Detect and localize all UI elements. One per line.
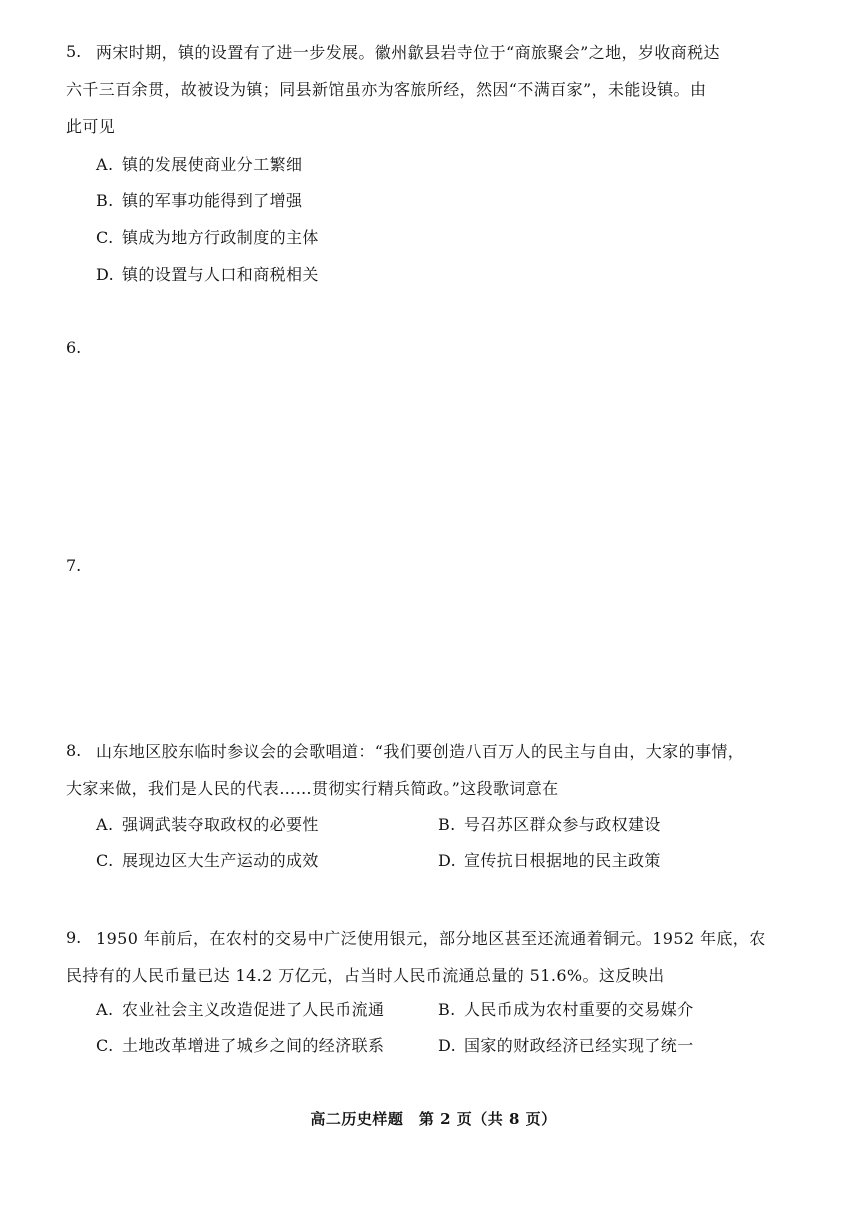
option-b[interactable]: [96, 190, 302, 212]
option-text: 宣传抗日根据地的民主政策: [464, 851, 661, 870]
option-label: B.: [438, 1000, 456, 1019]
option-label: D.: [438, 851, 457, 870]
option-a[interactable]: [96, 814, 319, 836]
stem-line: 两宋时期，镇的设置有了进一步发展。徽州歙县岩寺位于“商旅聚会”之地，岁收商税达: [96, 43, 720, 62]
option-text: 土地改革增进了城乡之间的经济联系: [122, 1036, 385, 1055]
question-number: 9.: [66, 928, 82, 947]
option-label: C.: [96, 851, 114, 870]
option-text: 镇成为地方行政制度的主体: [122, 228, 319, 247]
option-label: B.: [96, 191, 114, 210]
stem-line: 民持有的人民币量已达 14.2 万亿元，占当时人民币流通总量的 51.6%。这反映出: [66, 966, 665, 985]
question-number: 7.: [66, 556, 82, 575]
option-text: 展现边区大生产运动的成效: [122, 851, 319, 870]
option-label: C.: [96, 228, 114, 247]
option-text: 国家的财政经济已经实现了统一: [464, 1036, 694, 1055]
option-label: A.: [96, 1000, 114, 1019]
option-label: B.: [438, 815, 456, 834]
option-text: 人民币成为农村重要的交易媒介: [464, 1000, 694, 1019]
question-9: [66, 928, 796, 994]
option-c[interactable]: [96, 850, 319, 872]
option-a[interactable]: [96, 154, 302, 176]
question-stem: [66, 34, 796, 145]
question-8: [66, 741, 796, 807]
stem-line: 此可见: [66, 117, 116, 136]
option-b[interactable]: [438, 814, 661, 836]
option-label: D.: [96, 265, 115, 284]
question-number: 8.: [66, 741, 82, 760]
option-d[interactable]: [96, 264, 319, 286]
option-text: 号召苏区群众参与政权建设: [464, 815, 661, 834]
question-number: 6.: [66, 338, 82, 357]
option-d[interactable]: [438, 1035, 694, 1057]
question-number: 5.: [66, 42, 82, 61]
option-text: 强调武装夺取政权的必要性: [122, 815, 319, 834]
option-label: C.: [96, 1036, 114, 1055]
option-text: 农业社会主义改造促进了人民币流通: [122, 1000, 385, 1019]
question-stem: [66, 920, 796, 994]
option-label: A.: [96, 815, 114, 834]
option-label: A.: [96, 155, 114, 174]
option-text: 镇的设置与人口和商税相关: [122, 265, 319, 284]
option-d[interactable]: [438, 850, 661, 872]
option-b[interactable]: [438, 999, 694, 1021]
option-c[interactable]: [96, 227, 319, 249]
option-label: D.: [438, 1036, 457, 1055]
stem-line: 山东地区胶东临时参议会的会歌唱道：“我们要创造八百万人的民主与自由，大家的事情，: [96, 742, 745, 761]
stem-line: 1950 年前后，在农村的交易中广泛使用银元，部分地区甚至还流通着铜元。1952 年底，农: [96, 929, 766, 948]
page-footer: 高二历史样题 第 2 页（共 8 页）: [310, 1110, 557, 1128]
question-stem: [66, 733, 796, 807]
question-5: [66, 42, 796, 145]
option-text: 镇的发展使商业分工繁细: [122, 155, 303, 174]
stem-line: 六千三百余贯，故被设为镇；同县新馆虽亦为客旅所经，然因“不满百家”，未能设镇。由: [66, 80, 707, 99]
option-a[interactable]: [96, 999, 384, 1021]
stem-line: 大家来做，我们是人民的代表……贯彻实行精兵简政。”这段歌词意在: [66, 779, 559, 798]
option-c[interactable]: [96, 1035, 384, 1057]
option-text: 镇的军事功能得到了增强: [122, 191, 303, 210]
